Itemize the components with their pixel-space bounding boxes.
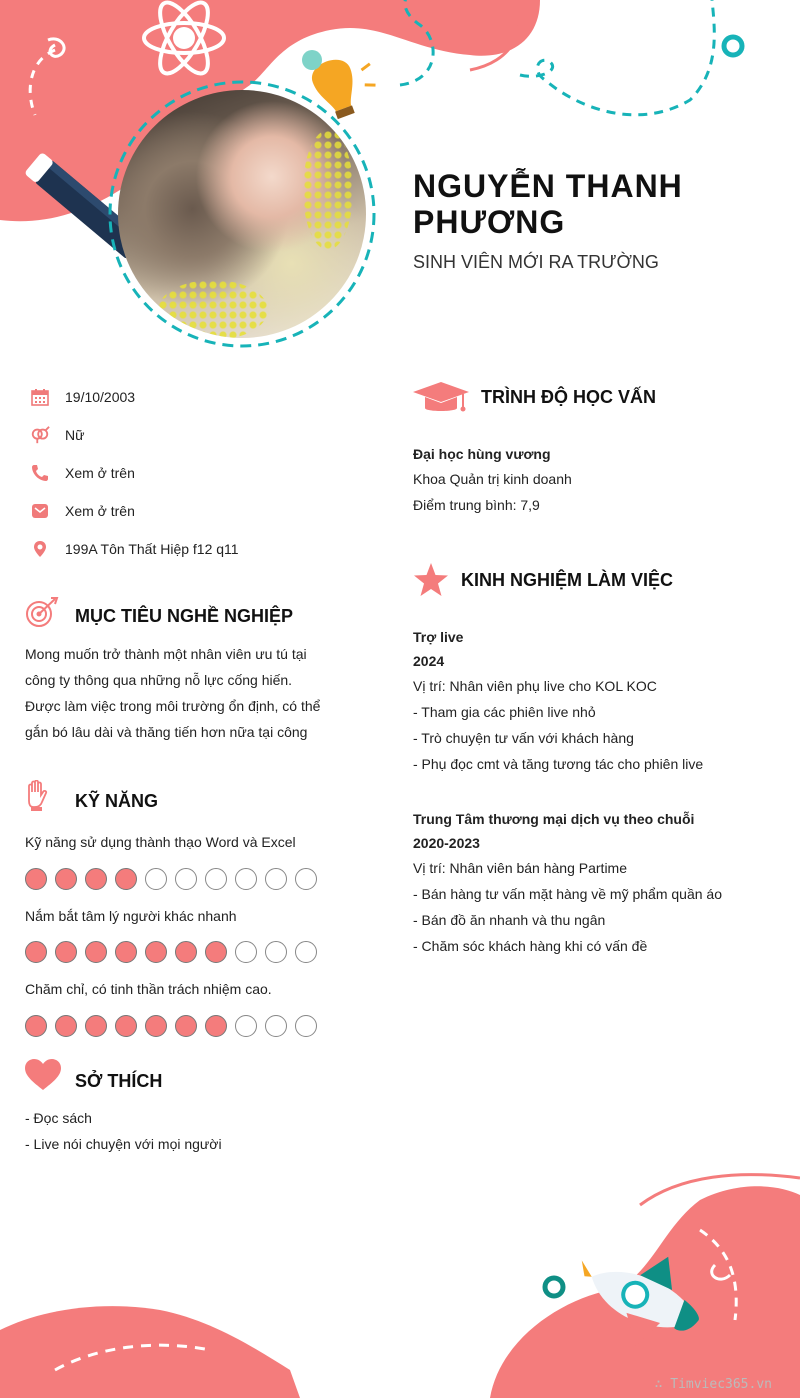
hobby-item: - Đọc sách xyxy=(25,1110,92,1126)
skill-label: Chăm chỉ, có tinh thần trách nhiệm cao. xyxy=(25,981,272,997)
candidate-role: SINH VIÊN MỚI RA TRƯỜNG xyxy=(413,252,659,272)
objective-line: Mong muốn trở thành một nhân viên ưu tú tại xyxy=(25,646,307,662)
avatar xyxy=(118,90,366,338)
rating-dot-empty xyxy=(265,868,287,890)
contact-birthday xyxy=(30,385,136,409)
contact-text: Nữ xyxy=(65,427,85,443)
job-task: - Bán đồ ăn nhanh và thu ngân xyxy=(413,912,606,928)
rating-dot-filled xyxy=(25,941,47,963)
job-period: 2020-2023 xyxy=(413,835,480,851)
rating-dot-filled xyxy=(115,1015,137,1037)
contact-phone xyxy=(30,461,135,485)
hand-icon xyxy=(25,780,49,812)
calendar-icon xyxy=(30,387,50,407)
rating-dot-empty xyxy=(145,868,167,890)
rating-dot-filled xyxy=(145,941,167,963)
skills-title: KỸ NĂNG xyxy=(75,791,159,811)
skill-label: Nắm bắt tâm lý người khác nhanh xyxy=(25,908,237,924)
experience-title: KINH NGHIỆM LÀM VIỆC xyxy=(461,570,674,590)
contact-text: 19/10/2003 xyxy=(65,389,136,405)
rating-dot-filled xyxy=(55,868,77,890)
objective-line: công ty thông qua những nỗ lực cống hiến. xyxy=(25,672,293,688)
rating-dot-empty xyxy=(175,868,197,890)
contact-email xyxy=(30,499,135,523)
skill-rating xyxy=(25,1015,317,1037)
gender-icon xyxy=(30,425,50,445)
education-title: TRÌNH ĐỘ HỌC VẤN xyxy=(481,387,656,407)
education-faculty: Khoa Quản trị kinh doanh xyxy=(413,471,572,487)
rating-dot-filled xyxy=(145,1015,167,1037)
heart-icon xyxy=(25,1059,61,1091)
contact-address xyxy=(30,537,239,561)
objective-line: Được làm việc trong môi trường ổn định, có thể xyxy=(25,698,321,714)
rating-dot-empty xyxy=(205,868,227,890)
rating-dot-empty xyxy=(235,941,257,963)
hobby-item: - Live nói chuyện với mọi người xyxy=(25,1136,222,1152)
job-task: - Phụ đọc cmt và tăng tương tác cho phiên live xyxy=(413,756,704,772)
objective-text xyxy=(25,641,325,745)
job-company: Trung Tâm thương mại dịch vụ theo chuỗi xyxy=(413,811,695,827)
job-task: - Trò chuyện tư vấn với khách hàng xyxy=(413,730,634,746)
rating-dot-filled xyxy=(85,941,107,963)
rating-dot-empty xyxy=(235,1015,257,1037)
contact-text: Xem ở trên xyxy=(65,503,135,519)
rating-dot-empty xyxy=(295,1015,317,1037)
rating-dot-empty xyxy=(295,941,317,963)
rating-dot-empty xyxy=(235,868,257,890)
rating-dot-filled xyxy=(25,868,47,890)
rating-dot-filled xyxy=(115,868,137,890)
job-task: - Tham gia các phiên live nhỏ xyxy=(413,704,596,720)
rating-dot-filled xyxy=(55,941,77,963)
education-gpa: Điểm trung bình: 7,9 xyxy=(413,497,540,513)
rating-dot-filled xyxy=(55,1015,77,1037)
graduation-cap-icon xyxy=(413,380,469,416)
objective-title: MỤC TIÊU NGHỀ NGHIỆP xyxy=(75,606,294,626)
phone-icon xyxy=(30,463,50,483)
candidate-name: NGUYỄN THANH PHƯƠNG xyxy=(413,168,683,240)
skill-label: Kỹ năng sử dụng thành thạo Word và Excel xyxy=(25,834,296,850)
job-task: - Bán hàng tư vấn mặt hàng về mỹ phẩm quần áo xyxy=(413,886,723,902)
watermark: ∴ Timviec365.vn xyxy=(654,1377,772,1392)
hobbies-title: SỞ THÍCH xyxy=(75,1071,163,1091)
contact-gender xyxy=(30,423,85,447)
contact-text: 199A Tôn Thất Hiệp f12 q11 xyxy=(65,541,239,557)
job-position: Vị trí: Nhân viên bán hàng Partime xyxy=(413,860,628,876)
rating-dot-empty xyxy=(265,1015,287,1037)
location-icon xyxy=(30,539,50,559)
job-company: Trợ live xyxy=(413,629,464,645)
rating-dot-filled xyxy=(175,941,197,963)
education-school: Đại học hùng vương xyxy=(413,446,551,462)
rating-dot-filled xyxy=(205,1015,227,1037)
rating-dot-filled xyxy=(25,1015,47,1037)
star-icon xyxy=(413,563,449,597)
job-task: - Chăm sóc khách hàng khi có vấn đề xyxy=(413,938,648,954)
mail-icon xyxy=(30,501,50,521)
rating-dot-empty xyxy=(295,868,317,890)
job-position: Vị trí: Nhân viên phụ live cho KOL KOC xyxy=(413,678,657,694)
skill-rating xyxy=(25,941,317,963)
rating-dot-filled xyxy=(205,941,227,963)
rating-dot-filled xyxy=(175,1015,197,1037)
objective-line: gắn bó lâu dài và thăng tiến hơn nữa tại công xyxy=(25,724,308,740)
rating-dot-empty xyxy=(265,941,287,963)
job-period: 2024 xyxy=(413,653,445,669)
rating-dot-filled xyxy=(85,1015,107,1037)
bottom-left-blob xyxy=(0,1306,300,1398)
contact-text: Xem ở trên xyxy=(65,465,135,481)
target-icon xyxy=(25,596,59,630)
rating-dot-filled xyxy=(85,868,107,890)
rating-dot-filled xyxy=(115,941,137,963)
skill-rating xyxy=(25,868,317,890)
